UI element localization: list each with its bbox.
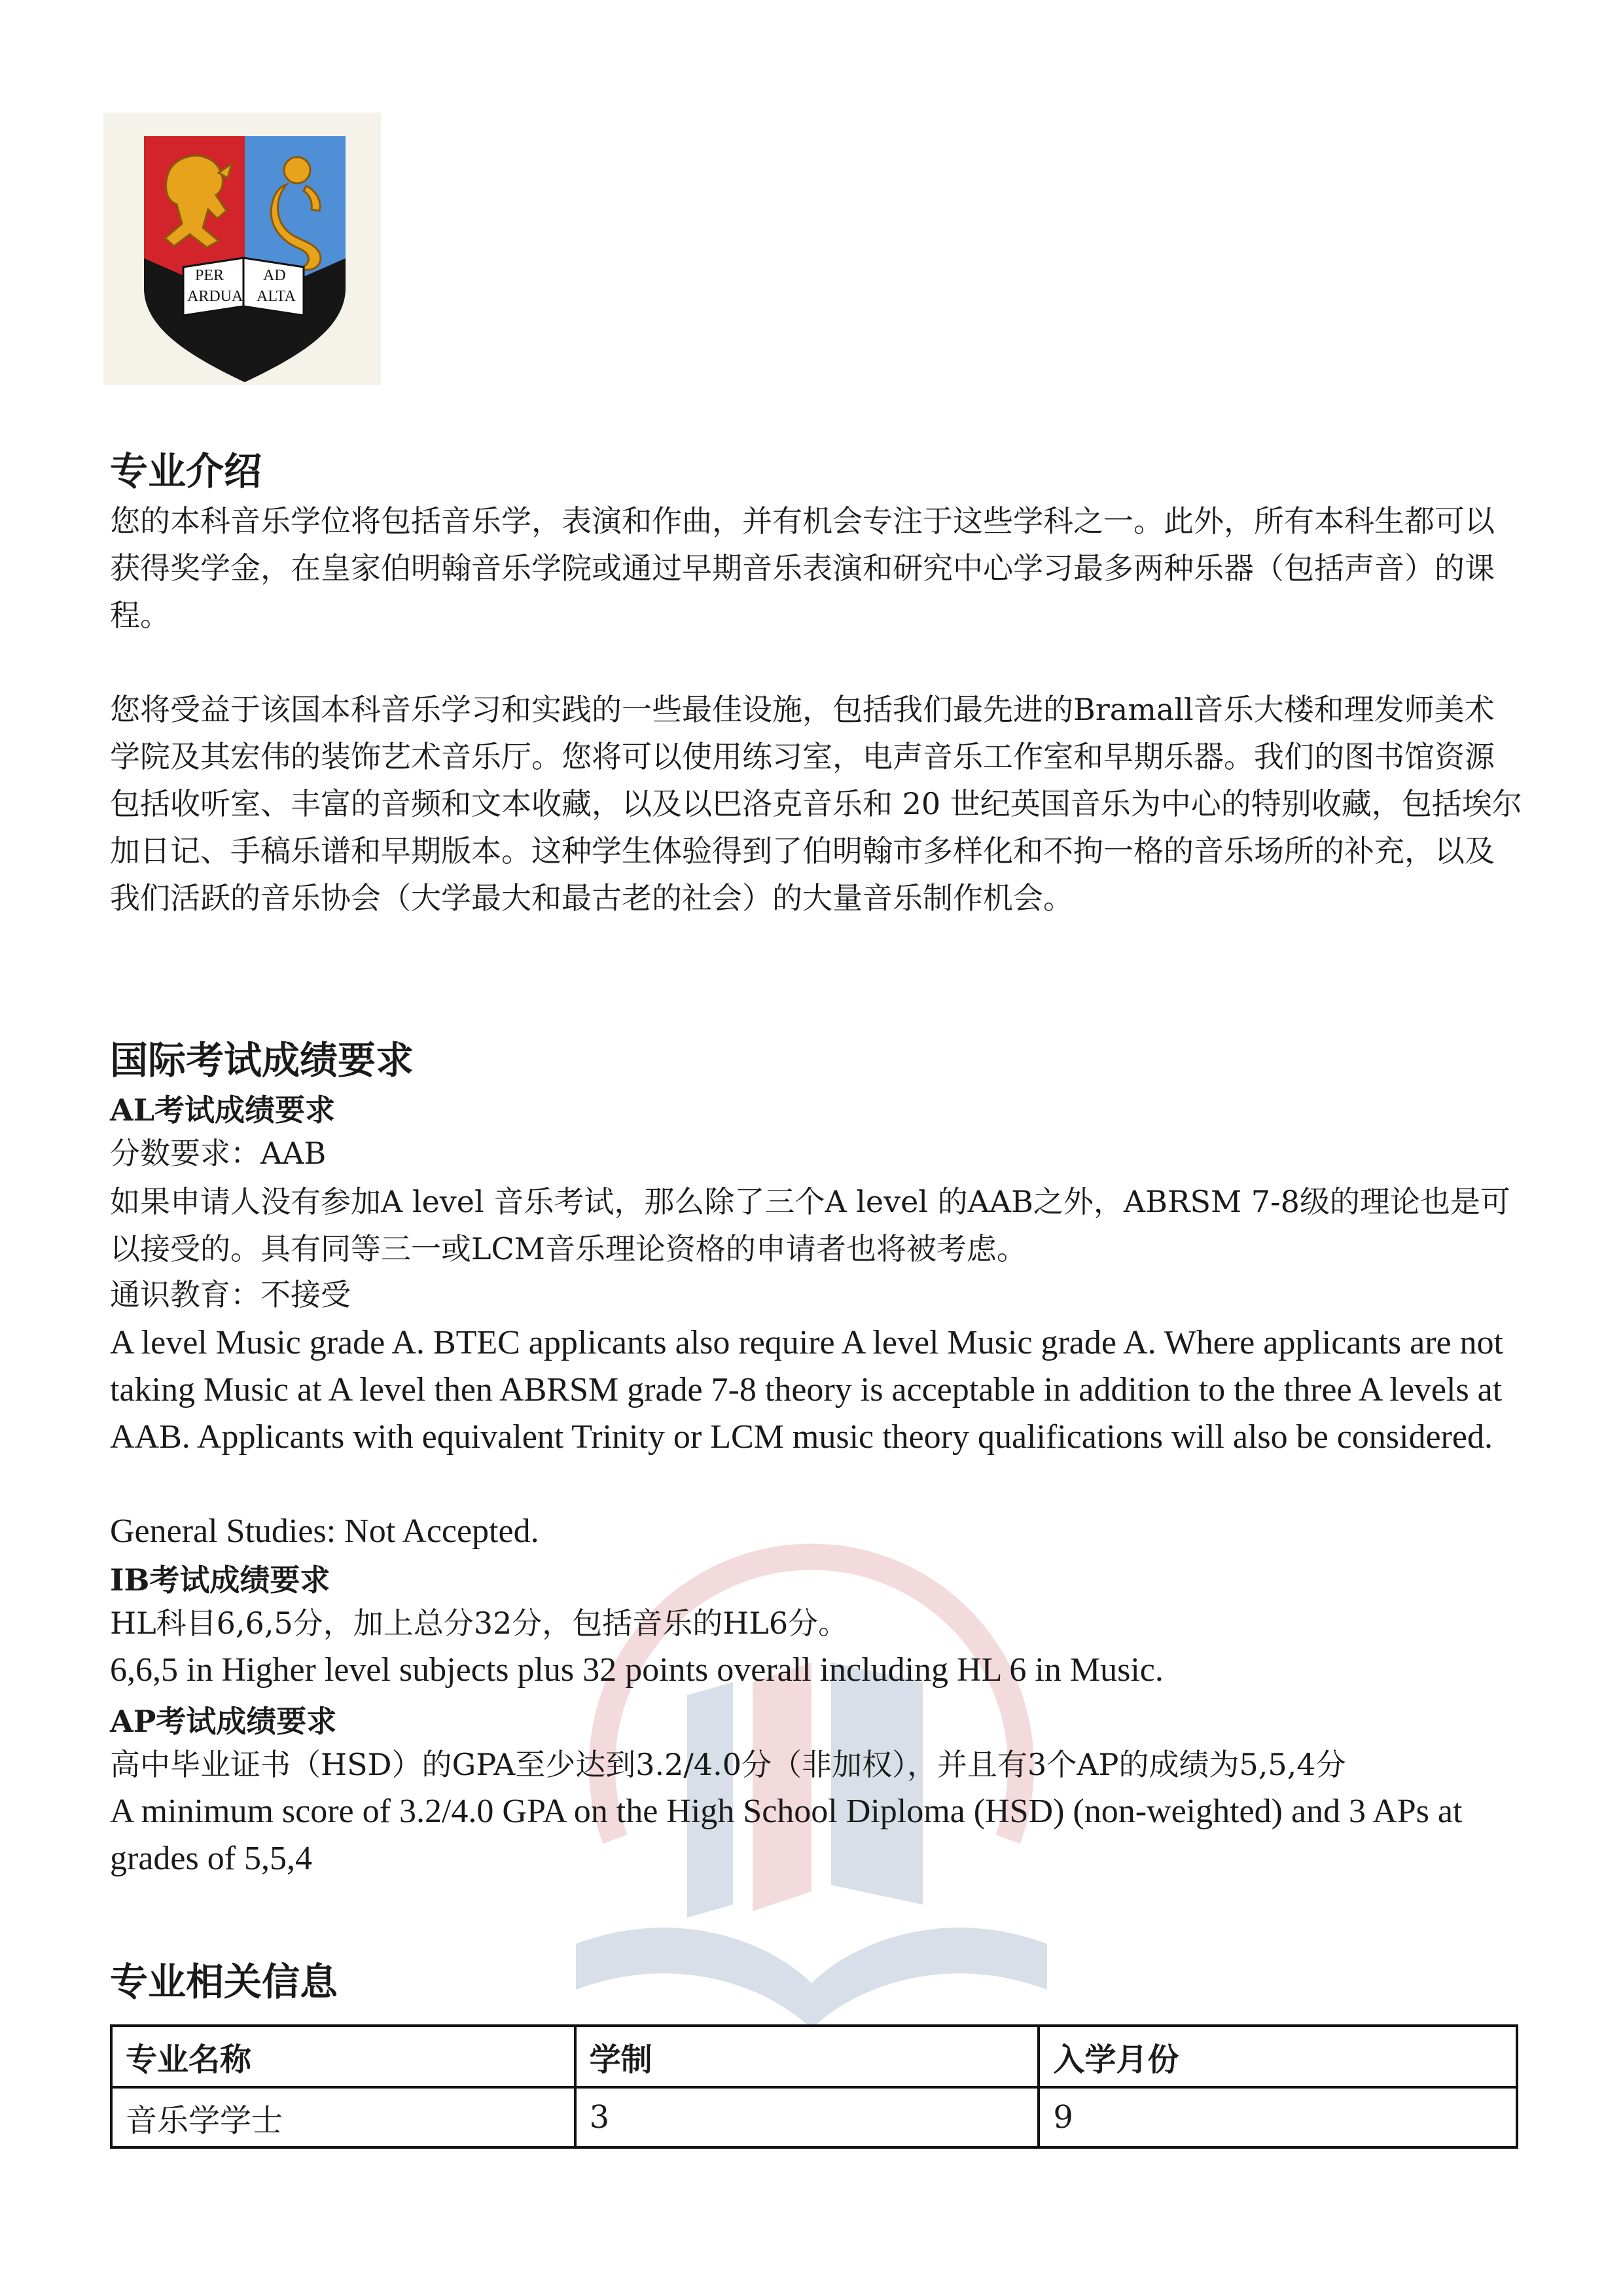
cell-program-name: 音乐学学士	[111, 2087, 575, 2147]
intro-paragraph-1: 您的本科音乐学位将包括音乐学，表演和作曲，并有机会专注于这些学科之一。此外，所有本科生都可以获得奖学金，在皇家伯明翰音乐学院或通过早期音乐表演和研究中心学习最多两种乐器（包括声音）的课程。	[110, 503, 1495, 633]
svg-text:ALTA: ALTA	[257, 288, 296, 305]
table-row	[111, 2087, 1517, 2147]
ib-requirements-english: 6,6,5 in Higher level subjects plus 32 points overall including HL 6 in Music.	[110, 1651, 1164, 1689]
al-requirements-english: A level Music grade A. BTEC applicants also require A level Music grade A. Where applicants are not taking Music at A level then ABRSM grade 7-8 theory is acceptable in addition to the three A levels at AAB. Applicants with equivalent Trinity or LCM music theory qualifications will also be considered.	[110, 1324, 1504, 1456]
svg-text:PER: PER	[195, 267, 224, 284]
cell-duration: 3	[575, 2087, 1039, 2147]
requirements-title: 国际考试成绩要求	[110, 1038, 414, 1083]
al-music-note: 如果申请人没有参加A level 音乐考试，那么除了三个A level 的AAB之外，ABRSM 7-8级的理论也是可以接受的。具有同等三一或LCM音乐理论资格的申请者也将被考虑。	[110, 1184, 1510, 1266]
svg-text:AD: AD	[263, 267, 286, 284]
cell-intake-month: 9	[1039, 2087, 1517, 2147]
program-info-title: 专业相关信息	[110, 1960, 338, 2004]
program-info-table	[110, 2024, 1518, 2149]
ib-requirements-title: IB考试成绩要求	[110, 1562, 330, 1598]
ap-requirements-title: AP考试成绩要求	[110, 1704, 337, 1739]
table-header-row	[111, 2026, 1517, 2087]
university-crest-logo	[103, 113, 381, 385]
header-intake-month: 入学月份	[1039, 2026, 1517, 2087]
ap-requirements-english: A minimum score of 3.2/4.0 GPA on the High School Diploma (HSD) (non-weighted) and 3 APs at grades of 5,5,4	[110, 1793, 1463, 1877]
al-score-requirement: 分数要求：AAB	[110, 1136, 327, 1171]
header-program-name: 专业名称	[111, 2026, 575, 2087]
svg-text:ARDUA: ARDUA	[187, 288, 243, 305]
al-requirements-title: AL考试成绩要求	[110, 1092, 336, 1128]
header-duration: 学制	[575, 2026, 1039, 2087]
intro-paragraph-2: 您将受益于该国本科音乐学习和实践的一些最佳设施，包括我们最先进的Bramall音乐大楼和理发师美术学院及其宏伟的装饰艺术音乐厅。您将可以使用练习室，电声音乐工作室和早期乐器。我们的图书馆资源包括收听室、丰富的音频和文本收藏，以及以巴洛克音乐和 20 世纪英国音乐为中心的特别收藏，包括埃尔加日记、手稿乐谱和早期版本。这种学生体验得到了伯明翰市多样化和不拘一格的音乐场所的补充，以及我们活跃的音乐协会（大学最大和最古老的社会）的大量音乐制作机会。	[110, 692, 1522, 916]
ib-requirements-chinese: HL科目6,6,5分，加上总分32分，包括音乐的HL6分。	[110, 1605, 849, 1641]
al-general-studies-english: General Studies: Not Accepted.	[110, 1513, 539, 1550]
al-general-studies: 通识教育：不接受	[110, 1277, 351, 1312]
book-emblem	[183, 258, 304, 315]
ap-requirements-chinese: 高中毕业证书（HSD）的GPA至少达到3.2/4.0分（非加权），并且有3个AP的成绩为5,5,4分	[110, 1747, 1346, 1782]
intro-title: 专业介绍	[110, 449, 262, 493]
